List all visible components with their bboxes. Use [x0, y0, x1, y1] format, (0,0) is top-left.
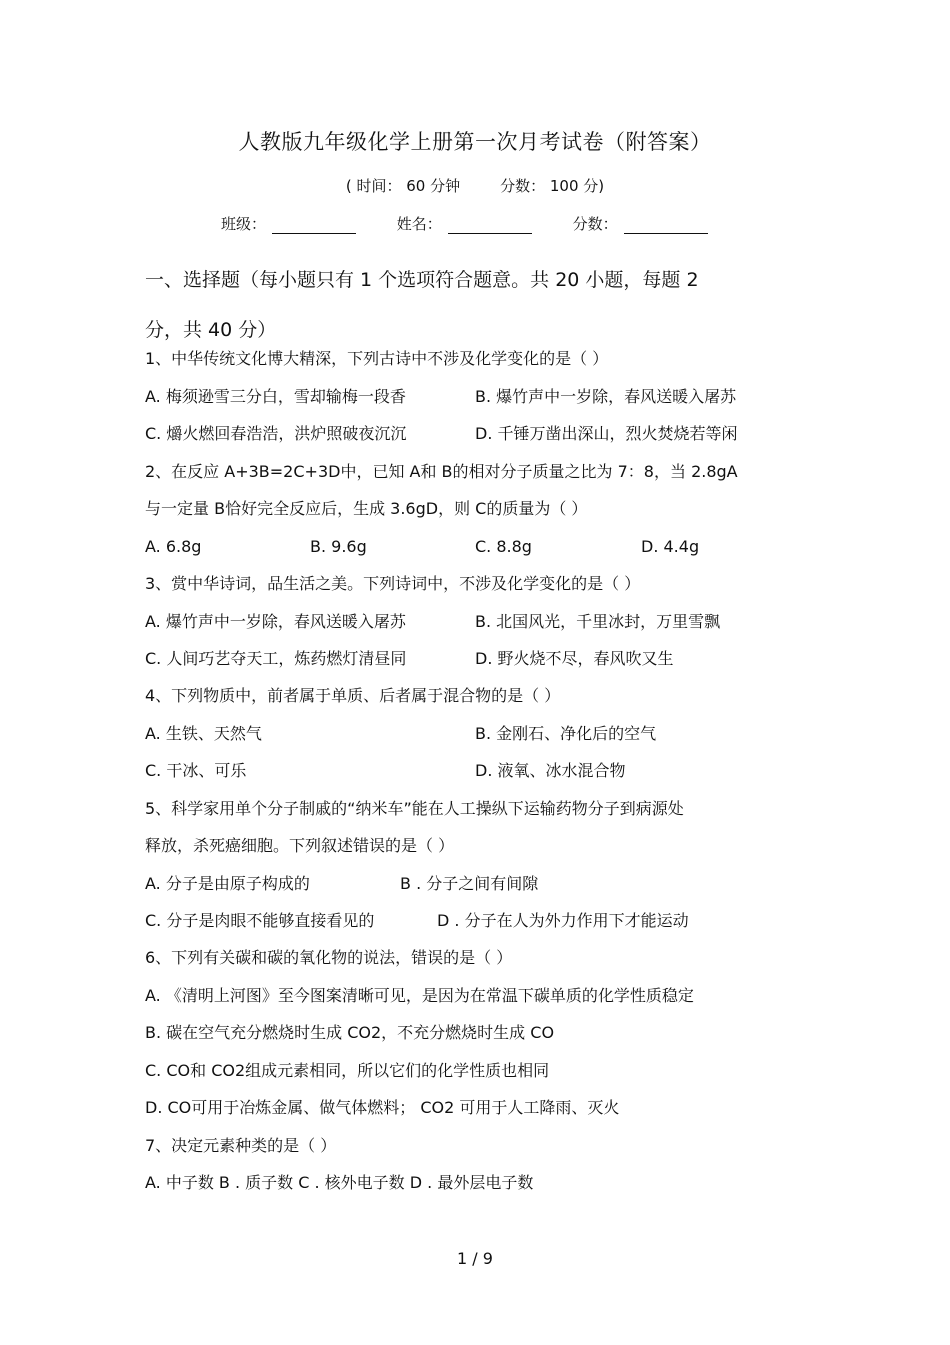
question-stem: 2、在反应 A+3B=2C+3D中，已知 A和 B的相对分子质量之比为 7：8，当 2.8gA	[145, 462, 738, 481]
exam-info	[0, 175, 950, 196]
question-stem: 5、科学家用单个分子制戚的“纳米车”能在人工操纵下运输药物分子到病源处	[145, 799, 684, 818]
name-label: 姓名：	[396, 215, 442, 233]
option-b: B. 北国风光，千里冰封，万里雪飘	[475, 612, 721, 631]
question-stem: 1、中华传统文化博大精深，下列古诗中不涉及化学变化的是（ ）	[145, 349, 609, 368]
option-a: A. 生铁、天然气	[145, 724, 262, 743]
option-b: B. 碳在空气充分燃烧时生成 CO2，不充分燃烧时生成 CO	[145, 1023, 555, 1042]
score-field[interactable]	[573, 213, 708, 234]
class-label: 班级：	[221, 215, 267, 233]
section-heading-line: 一、选择题（每小题只有 1 个选项符合题意。共 20 小题，每题 2	[145, 269, 699, 291]
section-heading-line: 分，共 40 分）	[145, 319, 277, 341]
option-d: D. CO可用于冶炼金属、做气体燃料； CO2 可用于人工降雨、灭火	[145, 1098, 620, 1117]
score-info: 分数： 100 分)	[500, 177, 605, 195]
option-c: C. 干冰、可乐	[145, 761, 247, 780]
option-d: D. 4.4g	[641, 537, 700, 556]
option-c: C. 人间巧艺夺天工，炼药燃灯清昼同	[145, 649, 407, 668]
page-number: 1 / 9	[457, 1249, 493, 1268]
option-a: A. 6.8g	[145, 537, 202, 556]
option-b: B. 金刚石、净化后的空气	[475, 724, 657, 743]
student-fields	[221, 213, 708, 234]
option-a: A. 分子是由原子构成的	[145, 874, 310, 893]
option-a: A. 《清明上河图》至今图案清晰可见，是因为在常温下碳单质的化学性质稳定	[145, 986, 694, 1005]
option-c: C. 分子是肉眼不能够直接看见的	[145, 911, 375, 930]
option-d: D. 千锤万凿出深山，烈火焚烧若等闲	[475, 424, 738, 443]
option-row: A. 中子数 B . 质子数 C . 核外电子数 D . 最外层电子数	[145, 1173, 534, 1192]
option-a: A. 梅须逊雪三分白，雪却输梅一段香	[145, 387, 406, 406]
class-blank[interactable]	[272, 215, 356, 234]
section-heading	[145, 255, 805, 355]
option-d: D. 液氧、冰水混合物	[475, 761, 626, 780]
page-title: 人教版九年级化学上册第一次月考试卷（附答案）	[238, 130, 712, 154]
score-blank[interactable]	[624, 215, 708, 234]
option-c: C. 爝火燃回春浩浩，洪炉照破夜沉沉	[145, 424, 407, 443]
option-a: A. 爆竹声中一岁除，春风送暖入屠苏	[145, 612, 406, 631]
option-d: D. 野火烧不尽，春风吹又生	[475, 649, 674, 668]
option-b: B. 爆竹声中一岁除，春风送暖入屠苏	[475, 387, 737, 406]
class-field[interactable]	[221, 213, 356, 234]
option-b: B . 分子之间有间隙	[400, 874, 539, 893]
question-stem: 与一定量 B恰好完全反应后，生成 3.6gD，则 C的质量为（ ）	[145, 499, 588, 518]
question-stem: 4、下列物质中，前者属于单质、后者属于混合物的是（ ）	[145, 686, 561, 705]
option-b: B. 9.6g	[310, 537, 367, 556]
question-stem: 6、下列有关碳和碳的氧化物的说法，错误的是（ ）	[145, 948, 513, 967]
question-stem: 释放，杀死癌细胞。下列叙述错误的是（ ）	[145, 836, 455, 855]
score-label: 分数：	[572, 215, 618, 233]
question-stem: 3、赏中华诗词，品生活之美。下列诗词中，不涉及化学变化的是（ ）	[145, 574, 641, 593]
name-blank[interactable]	[448, 215, 532, 234]
option-d: D . 分子在人为外力作用下才能运动	[437, 911, 689, 930]
option-c: C. CO和 CO2组成元素相同，所以它们的化学性质也相同	[145, 1061, 550, 1080]
time-info: ( 时间： 60 分钟	[345, 177, 461, 195]
option-c: C. 8.8g	[475, 537, 532, 556]
question-stem: 7、决定元素种类的是（ ）	[145, 1136, 337, 1155]
name-field[interactable]	[397, 213, 532, 234]
